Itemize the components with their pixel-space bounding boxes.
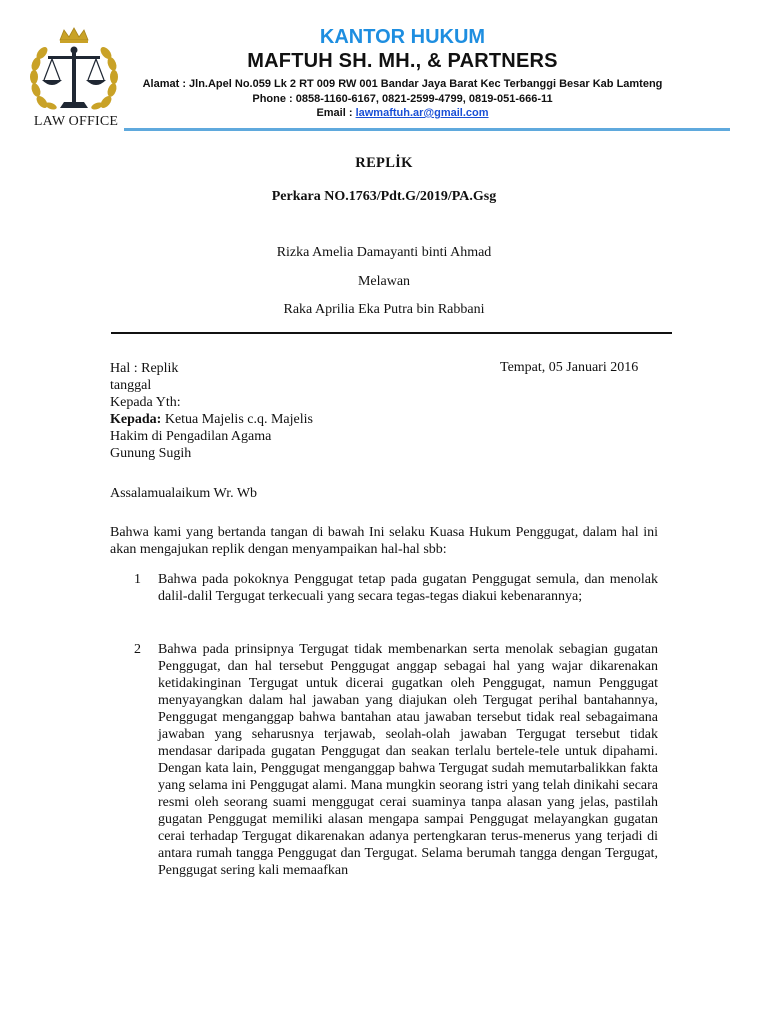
- to-label: Kepada Yth:: [110, 395, 181, 410]
- list-item-number: 2: [134, 642, 141, 657]
- list-item-number: 1: [134, 572, 141, 587]
- party-plaintiff: Rizka Amelia Damayanti binti Ahmad: [276, 245, 492, 260]
- email-link[interactable]: lawmaftuh.ar@gmail.com: [355, 107, 489, 119]
- list-item: [110, 571, 658, 605]
- place-date: Tempat, 05 Januari 2016: [500, 360, 639, 375]
- recipient-court: Hakim di Pengadilan Agama: [110, 429, 272, 444]
- greeting: Assalamualaikum Wr. Wb: [110, 486, 258, 501]
- party-defendant: Raka Aprilia Eka Putra bin Rabbani: [283, 302, 485, 317]
- intro-paragraph: Bahwa kami yang bertanda tangan di bawah Ini selaku Kuasa Hukum Penggugat, dalam hal ini akan mengajukan replik dengan menyampaikan hal-hal sbb:: [110, 525, 658, 557]
- firm-address: Alamat : Jln.Apel No.059 Lk 2 RT 009 RW 001 Bandar Jaya Barat Kec Terbanggi Besar Kab Lamteng: [142, 78, 663, 90]
- recipient-block: [110, 360, 313, 462]
- header-divider: [124, 128, 730, 131]
- email-label: Email :: [316, 107, 356, 119]
- list-item-text: Bahwa pada pokoknya Penggugat tetap pada gugatan Penggugat semula, dan menolak dalil-dalil Tergugat terkecuali yang secara tegas-tegas diakui kebenarannya;: [158, 572, 658, 604]
- recipient-location: Gunung Sugih: [110, 446, 192, 461]
- recipient-line: [110, 411, 313, 428]
- firm-name-line1: KANTOR HUKUM: [319, 26, 486, 48]
- recipient-name: Ketua Majelis c.q. Majelis: [161, 412, 313, 427]
- firm-name-line2: MAFTUH SH. MH., & PARTNERS: [247, 50, 558, 72]
- subject-line: Hal : Replik: [110, 361, 179, 376]
- document-title: REPLİK: [355, 155, 413, 171]
- firm-phone: Phone : 0858-1160-6167, 0821-2599-4799, 0819-051-666-11: [252, 93, 553, 105]
- logo-caption: LAW OFFICE: [33, 114, 119, 129]
- firm-email-line: [0, 107, 768, 119]
- versus-label: Melawan: [357, 274, 411, 289]
- list-item-text: Bahwa pada prinsipnya Tergugat tidak membenarkan serta menolak sebagian gugatan Penggugat, dan hal tersebut Penggugat anggap sebagai hal yang wajar dikarenakan ketidakinginan Tergugat untuk dicerai gugatkan oleh Penggugat, namun Penggugat menyayangkan dalam hal jawaban yang diajukan oleh Tergugat perihal bantahannya, Penggugat menganggap bahwa bantahan atau jawaban tersebut tidak real sebagaimana jawaban yang seharusnya terjawab, seolah-olah jawaban Tergugat tersebut tidak mendasar daripada gugatan Penggugat dan seakan terlalu bertele-tele untuk dipahami. Dengan kata lain, Penggugat menganggap bahwa Tergugat sudah memutarbalikkan fakta yang selama ini Penggugat alami. Mana mungkin seorang istri yang telah dinikahi secara resmi oleh seorang suami menggugat cerai suaminya tanpa alasan yang jelas, pastilah gugatan Penggugat memiliki alasan mengapa sampai Penggugat melayangkan gugatan cerai terhadap Tergugat dikarenakan adanya pertengkaran terus-menerus yang terjadi di antara rumah tangga Penggugat dan Tergugat. Selama berumah tangga dengan Tergugat, Penggugat sering kali memaafkan: [158, 642, 658, 878]
- list-item: [110, 641, 658, 879]
- case-number: Perkara NO.1763/Pdt.G/2019/PA.Gsg: [271, 189, 497, 204]
- date-line: tanggal: [110, 378, 152, 393]
- kepada-label: Kepada:: [110, 412, 162, 427]
- title-divider: [111, 332, 672, 334]
